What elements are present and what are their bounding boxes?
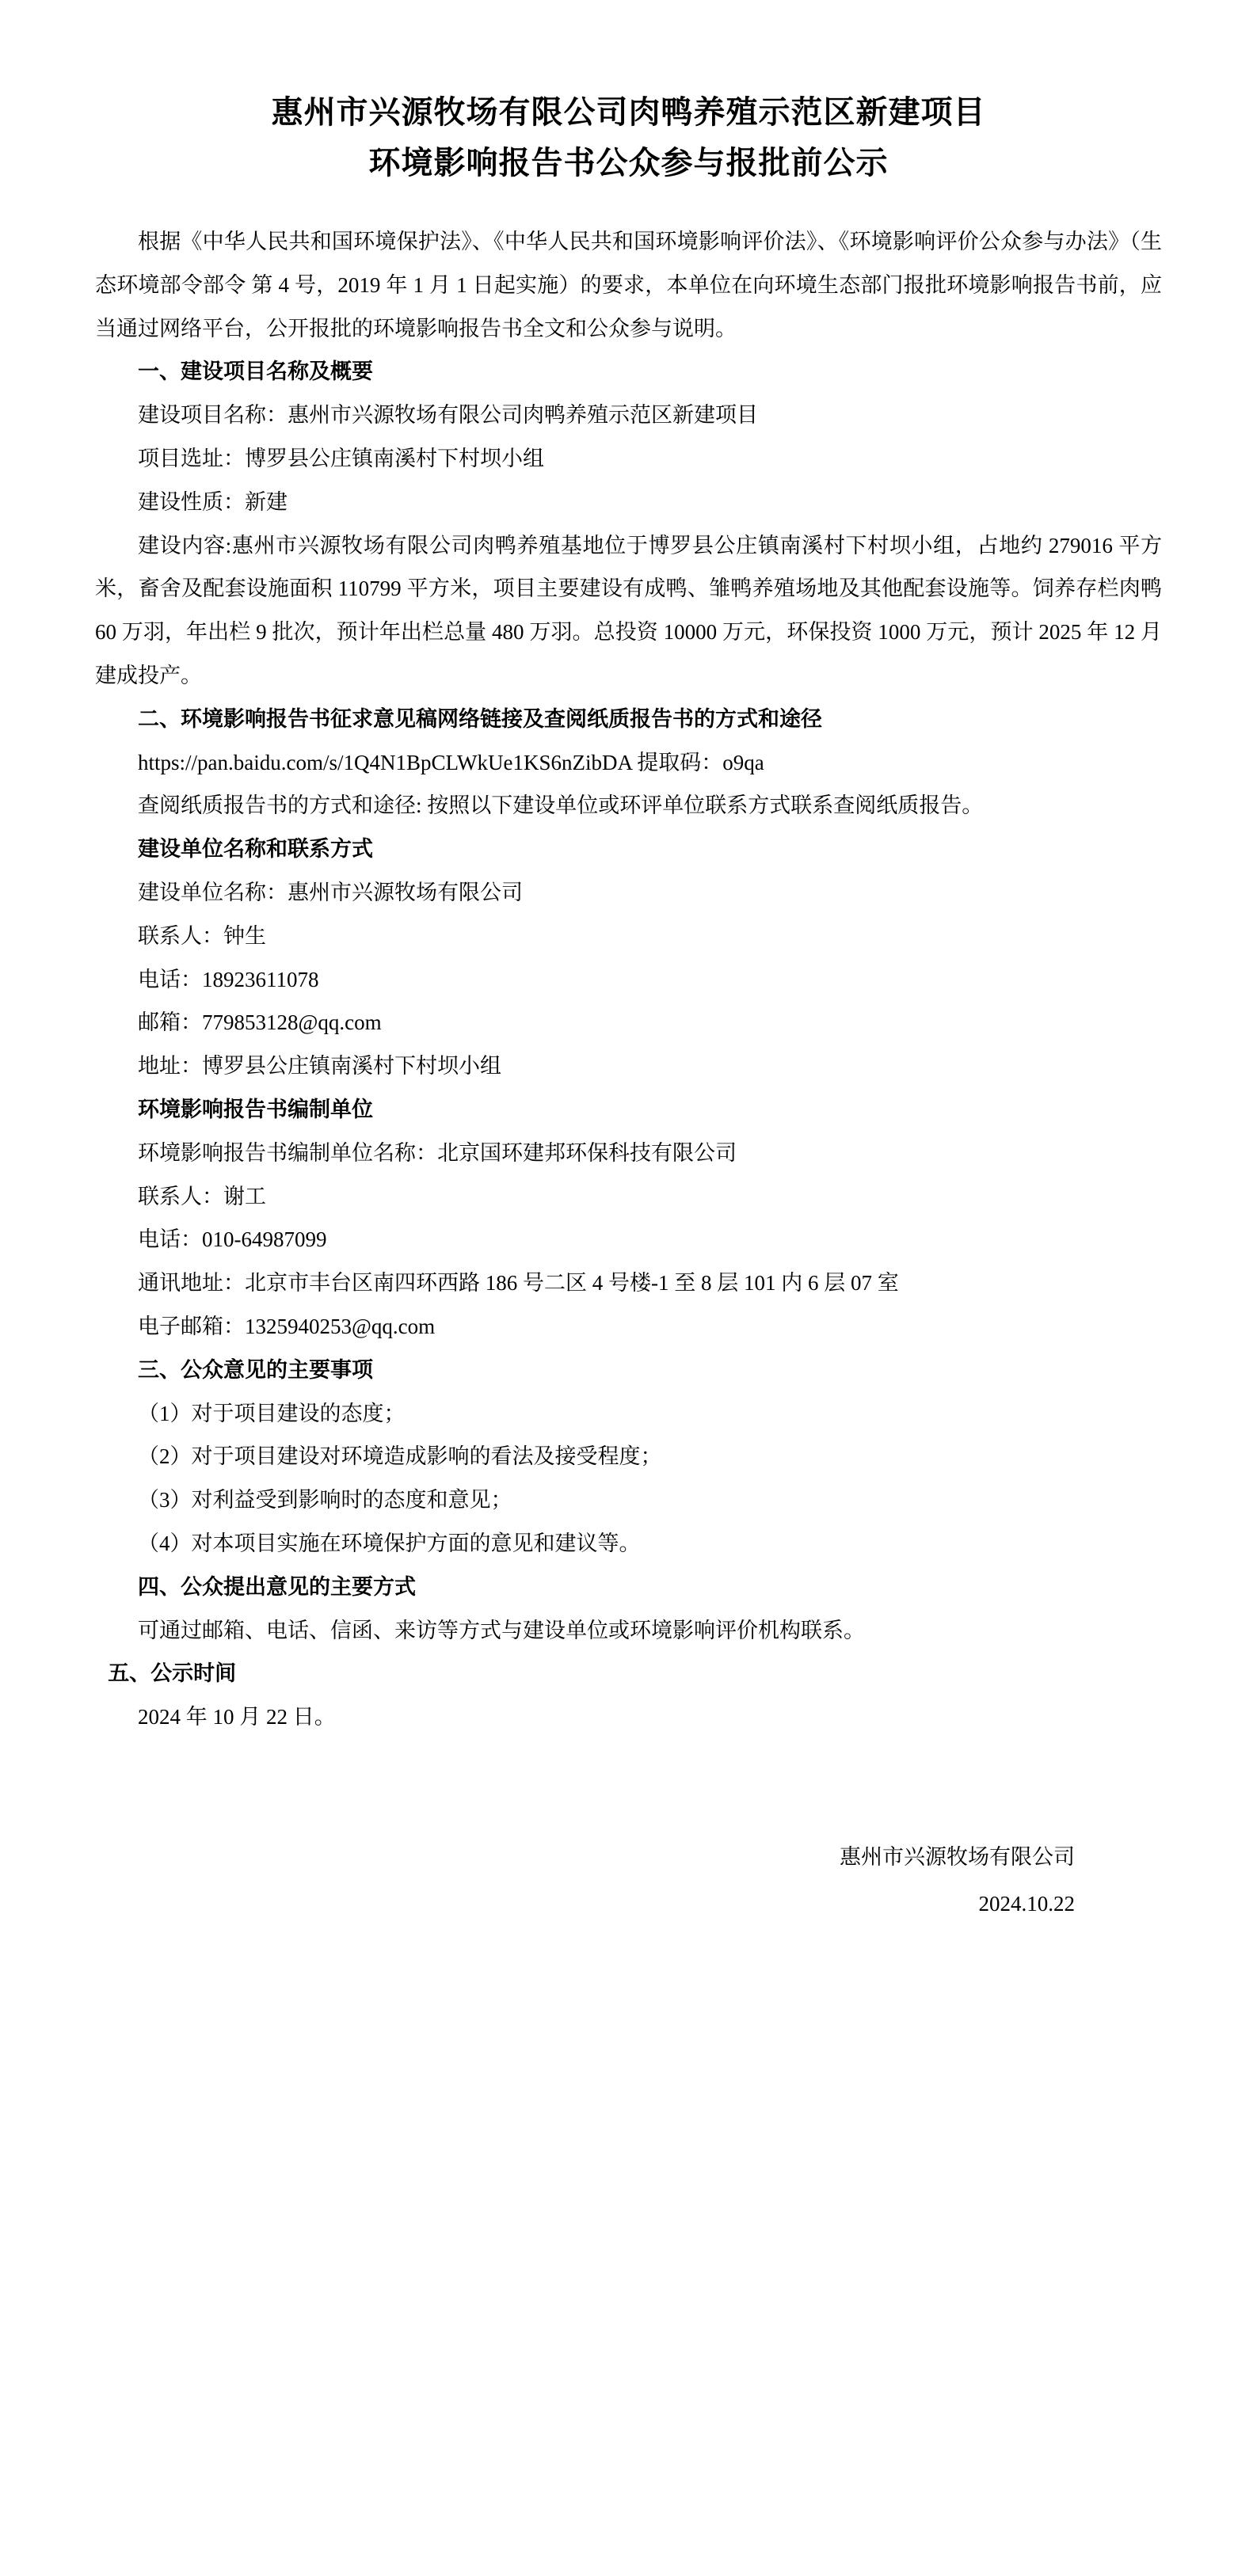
section-1-heading: 一、建设项目名称及概要 xyxy=(138,360,373,384)
construction-unit-subheading: 建设单位名称和联系方式 xyxy=(138,837,373,862)
eia-unit-address: 通讯地址：北京市丰台区南四环西路 186 号二区 4 号楼-1 至 8 层 101 内 6 层 07 室 xyxy=(138,1271,899,1296)
opinion-item-3: （3）对利益受到影响时的态度和意见； xyxy=(138,1488,512,1512)
opinion-item-2: （2）对于项目建设对环境造成影响的看法及接受程度； xyxy=(138,1444,662,1469)
section-4-heading: 四、公众提出意见的主要方式 xyxy=(138,1574,416,1599)
intro-paragraph: 根据《中华人民共和国环境保护法》、《中华人民共和国环境影响评价法》、《环境影响评价公众参与办法》（生态环境部令部令 第 4 号，2019 年 1 月 1 日起实施）的要求，本单位在向环境生态部门报批环境影响报告书前，应当通过网络平台，公开报批的环境影响报告书全文和公众参与说明。 xyxy=(95,230,1162,341)
project-nature: 建设性质：新建 xyxy=(138,489,288,514)
section-4-text: 可通过邮箱、电话、信函、来访等方式与建设单位或环境影响评价机构联系。 xyxy=(138,1618,865,1642)
opinion-item-4: （4）对本项目实施在环境保护方面的意见和建议等。 xyxy=(138,1531,641,1555)
page-title xyxy=(95,87,1162,188)
eia-unit-phone: 电话：010-64987099 xyxy=(138,1227,327,1252)
project-site: 项目选址：博罗县公庄镇南溪村下村坝小组 xyxy=(138,446,544,470)
opinion-item-1: （1）对于项目建设的态度； xyxy=(138,1401,406,1425)
signature-date: 2024.10.22 xyxy=(978,1892,1075,1916)
eia-unit-name: 环境影响报告书编制单位名称：北京国环建邦环保科技有限公司 xyxy=(138,1140,737,1165)
section-2-heading: 二、环境影响报告书征求意见稿网络链接及查阅纸质报告书的方式和途径 xyxy=(138,706,822,731)
section-5-heading: 五、公示时间 xyxy=(108,1661,237,1686)
eia-unit-subheading: 环境影响报告书编制单位 xyxy=(138,1097,373,1121)
construction-unit-email: 邮箱：779853128@qq.com xyxy=(138,1010,382,1035)
construction-unit-name: 建设单位名称：惠州市兴源牧场有限公司 xyxy=(138,880,523,904)
signature-block xyxy=(95,1834,1162,1928)
report-link[interactable]: https://pan.baidu.com/s/1Q4N1BpCLWkUe1KS6nZibDA 提取码：o9qa xyxy=(138,750,764,774)
project-name: 建设项目名称：惠州市兴源牧场有限公司肉鸭养殖示范区新建项目 xyxy=(138,403,758,428)
section-3-heading: 三、公众意见的主要事项 xyxy=(138,1357,373,1382)
title-line-2: 环境影响报告书公众参与报批前公示 xyxy=(368,145,889,181)
signature-unit: 惠州市兴源牧场有限公司 xyxy=(840,1844,1075,1869)
paper-access: 查阅纸质报告书的方式和途径: 按照以下建设单位或环评单位联系方式联系查阅纸质报告。 xyxy=(138,793,984,818)
title-line-1: 惠州市兴源牧场有限公司肉鸭养殖示范区新建项目 xyxy=(271,94,986,130)
eia-unit-email: 电子邮箱：1325940253@qq.com xyxy=(138,1314,436,1338)
eia-unit-contact: 联系人：谢工 xyxy=(138,1184,266,1208)
construction-unit-contact: 联系人：钟生 xyxy=(138,923,266,948)
construction-unit-address: 地址：博罗县公庄镇南溪村下村坝小组 xyxy=(138,1054,501,1079)
section-5-text: 2024 年 10 月 22 日。 xyxy=(138,1705,336,1729)
project-content: 建设内容:惠州市兴源牧场有限公司肉鸭养殖基地位于博罗县公庄镇南溪村下村坝小组，占地约 279016 平方米，畜舍及配套设施面积 110799 平方米，项目主要建设有成鸭、雏鸭养殖场地及其他配套设施等。饲养存栏肉鸭 60 万羽，年出栏 9 批次，预计年出栏总量 480 万羽。总投资 10000 万元，环保投资 1000 万元，预计 2025 年 12 月建成投产。 xyxy=(95,533,1162,687)
document-body xyxy=(95,220,1162,1739)
construction-unit-phone: 电话：18923611078 xyxy=(138,967,319,991)
